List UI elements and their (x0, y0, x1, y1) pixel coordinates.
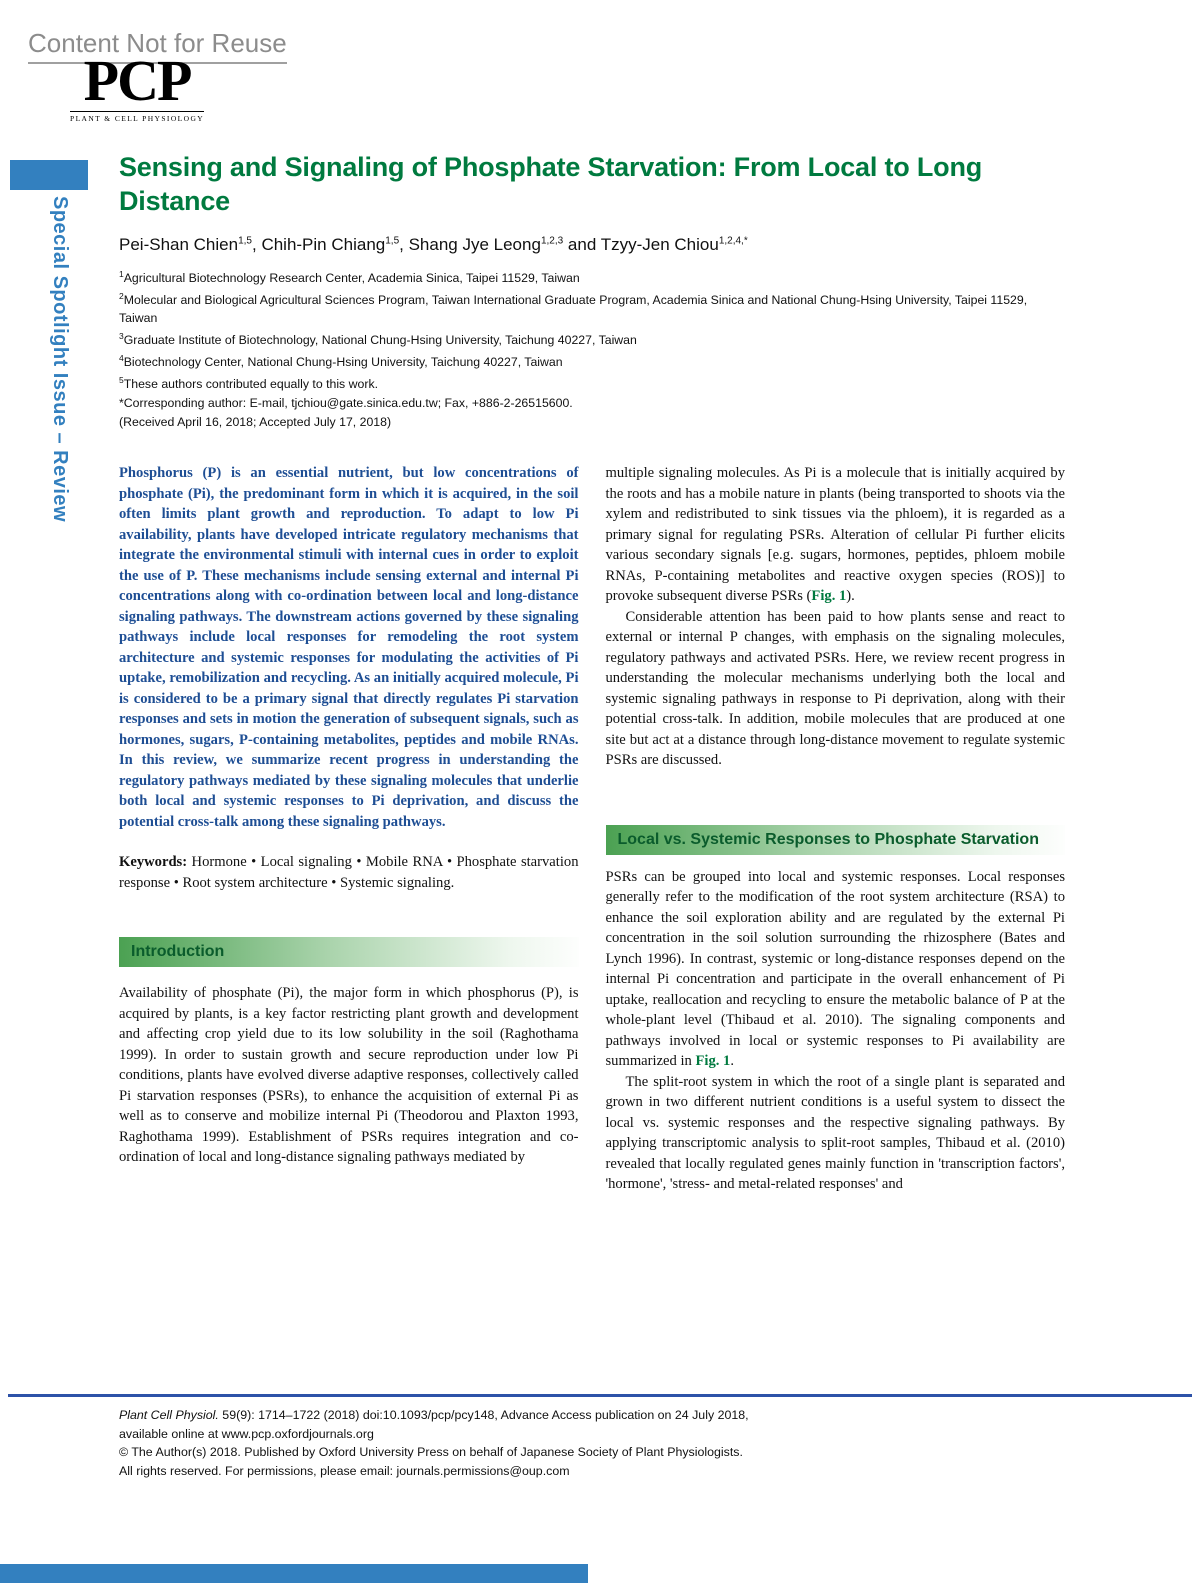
keywords-label: Keywords: (119, 854, 188, 871)
author-affiliation-marker: 1,5 (238, 235, 252, 247)
author-list (119, 235, 1065, 255)
affiliation-line (119, 371, 1065, 393)
citation-details: 59(9): 1714–1722 (2018) doi:10.1093/pcp/pcy148, Advance Access publication on 24 July 2018, (218, 1408, 749, 1422)
affiliation-line (119, 265, 1065, 287)
paragraph-text: PSRs can be grouped into local and systemic responses. Local responses generally refer to the modification of the root system architecture (RSA) to enhance the soil exploration ability and are regulated by the external Pi concentration in the soil solution surrounding the rhizosphere (Bates and Lynch 1996). In contrast, systemic or long-distance responses depend on the internal Pi concentration and participate in the overall enhancement of Pi uptake, reallocation and recycling to ensure the metabolic balance of P at the whole-plant level (Thibaud et al. 2010). The signaling components and pathways involved in local or systemic responses to Pi availability are summarized in (605, 868, 1065, 1070)
copyright-line: © The Author(s) 2018. Published by Oxford University Press on behalf of Japanese Society of Plant Physiologists. (119, 1445, 743, 1459)
bottom-accent-bar (0, 1564, 588, 1583)
journal-logo (70, 48, 205, 123)
journal-logo-name: PLANT & CELL PHYSIOLOGY (70, 111, 204, 123)
affiliation-number: 3 (119, 331, 124, 342)
corresponding-author-line: *Corresponding author: E-mail, tjchiou@gate.sinica.edu.tw; Fax, +886-2-26515600. (119, 396, 573, 411)
affiliation-number: 1 (119, 269, 124, 279)
right-column (606, 463, 1066, 1195)
paragraph-text: . (730, 1053, 735, 1070)
journal-name-italic: Plant Cell Physiol. (119, 1408, 219, 1422)
affiliation-number: 2 (119, 291, 124, 302)
introduction-continued-paragraph (606, 463, 1066, 607)
affiliation-line (119, 327, 1065, 349)
author-name: Shang Jye Leong (408, 235, 541, 254)
spine-accent-block (10, 160, 88, 190)
figure-1-reference: Fig. 1 (695, 1053, 731, 1070)
left-column (119, 463, 579, 1195)
figure-1-reference: Fig. 1 (811, 588, 847, 605)
author-name: Chih-Pin Chiang (261, 235, 386, 254)
affiliation-text: These authors contributed equally to this work. (123, 377, 379, 392)
footer-citation-block (119, 1406, 1065, 1480)
affiliation-list (119, 265, 1065, 431)
author-name: Pei-Shan Chien (119, 235, 239, 254)
author-separator: , (251, 235, 262, 254)
introduction-paragraph: Availability of phosphate (Pi), the major form in which phosphorus (P), is acquired by plants, is a key factor restricting plant growth and development and affecting crop yield due to its low solubility in the soil (Raghothama 1999). In order to sustain growth and secure reproduction under low Pi conditions, plants have evolved diverse adaptive responses, collectively called Pi starvation responses (PSRs), to enhance the acquisition of external Pi as well as to conserve and mobilize internal Pi (Theodorou and Plaxton 1993, Raghothama 1999). Establishment of PSRs requires integration and co-ordination of local and long-distance signaling pathways mediated by (119, 985, 579, 1166)
citation-line-2: available online at www.pcp.oxfordjournals.org (119, 1426, 374, 1441)
author-separator: and (563, 235, 601, 254)
citation-line-1 (119, 1406, 1065, 1425)
journal-logo-acronym: PCP (83, 48, 191, 113)
author-affiliation-marker: 1,5 (385, 235, 400, 247)
article-title: Sensing and Signaling of Phosphate Starvation: From Local to Long Distance (119, 152, 983, 216)
keywords-paragraph (119, 852, 579, 893)
local-systemic-paragraph-2: The split-root system in which the root of a single plant is separated and grown in two different nutrient conditions is a useful system to dissect the local vs. systemic responses and the respective signaling pathways. By applying transcriptomic analysis to split-root samples, Thibaud et al. (2010) revealed that locally regulated genes mainly function in 'transcription factors', 'hormone', 'stress- and metal-related responses' and (605, 1073, 1065, 1193)
paragraph-text: multiple signaling molecules. As Pi is a molecule that is initially acquired by the roots and has a mobile nature in plants (being transported to shoots via the xylem and redistributed to sink tissues via the phloem), it is regarded as a primary signal for regulating PSRs. Alteration of cellular Pi further elicits various secondary signals [e.g. sugars, hormones, peptides, phloem mobile RNAs, P-containing metabolites and reactive oxygen species (ROS)] to provoke subsequent diverse PSRs ( (605, 465, 1065, 605)
watermark-text: Content Not for Reuse (28, 28, 287, 64)
footer-divider-rule (8, 1394, 1192, 1397)
keywords-text: Hormone • Local signaling • Mobile RNA • Phosphate starvation response • Root system architecture • Systemic signaling. (119, 854, 579, 891)
affiliation-line (119, 287, 1065, 327)
affiliation-number: 5 (119, 375, 124, 386)
local-systemic-paragraph-1 (606, 867, 1066, 1072)
permissions-line: All rights reserved. For permissions, please email: journals.permissions@oup.com (119, 1463, 570, 1478)
affiliation-number: 4 (119, 353, 124, 364)
author-affiliation-marker: 1,2,3 (540, 235, 564, 247)
section-heading-local-vs-systemic: Local vs. Systemic Responses to Phosphate Starvation (606, 825, 1066, 855)
spine-issue-label: Special Spotlight Issue – Review (49, 196, 71, 523)
author-separator: , (399, 235, 409, 254)
affiliation-text: Agricultural Biotechnology Research Center, Academia Sinica, Taipei 11529, Taiwan (123, 271, 580, 286)
section-heading-introduction: Introduction (119, 937, 579, 967)
abstract-paragraph: Phosphorus (P) is an essential nutrient, but low concentrations of phosphate (Pi), the predominant form in which it is acquired, in the soil often limits plant growth and reproduction. To adapt to low Pi availability, plants have developed intricate regulatory mechanisms that integrate the environmental stimuli with internal cues in order to exploit the use of P. These mechanisms include sensing external and internal Pi concentrations along with co-ordination between local and long-distance signaling pathways. The downstream actions governed by these signaling pathways include local responses for remodeling the root system architecture and systemic responses for modulating the activities of Pi uptake, remobilization and recycling. As an initially acquired molecule, Pi is considered to be a primary signal that directly regulates Pi starvation responses and sets in motion the generation of subsequent signals, such as hormones, sugars, P-containing metabolites, peptides and mobile RNAs. In this review, we summarize recent progress in understanding the regulatory pathways mediated by these signaling molecules that underlie both local and systemic responses to Pi deprivation, and discuss the potential cross-talk among these signaling pathways. (119, 465, 579, 830)
author-name: Tzyy-Jen Chiou (600, 235, 719, 254)
paragraph-text: ). (846, 588, 855, 605)
author-affiliation-marker: 1,2,4,* (718, 235, 748, 247)
affiliation-line (119, 349, 1065, 371)
introduction-paragraph-2: Considerable attention has been paid to how plants sense and react to external or internal P changes, with emphasis on the signaling molecules, regulatory pathways and activated PSRs. Here, we review recent progress in understanding the molecular mechanisms underlying both the local and systemic signaling pathways in response to Pi deprivation, along with their potential cross-talk. In addition, mobile molecules that are produced at one site but act at a distance through long-distance movement to regulate systemic PSRs are discussed. (605, 608, 1065, 769)
affiliation-text: Biotechnology Center, National Chung-Hsing University, Taichung 40227, Taiwan (123, 355, 563, 370)
article-content (119, 150, 1065, 1195)
affiliation-text: Graduate Institute of Biotechnology, National Chung-Hsing University, Taichung 40227, Taiwan (123, 333, 637, 348)
affiliation-text: Molecular and Biological Agricultural Sciences Program, Taiwan International Graduate Program, Academia Sinica and National Chung-Hsing University, Taipei 11529, Taiwan (119, 293, 1028, 326)
two-column-body (119, 463, 1065, 1195)
received-accepted-line: (Received April 16, 2018; Accepted July 17, 2018) (119, 415, 392, 430)
